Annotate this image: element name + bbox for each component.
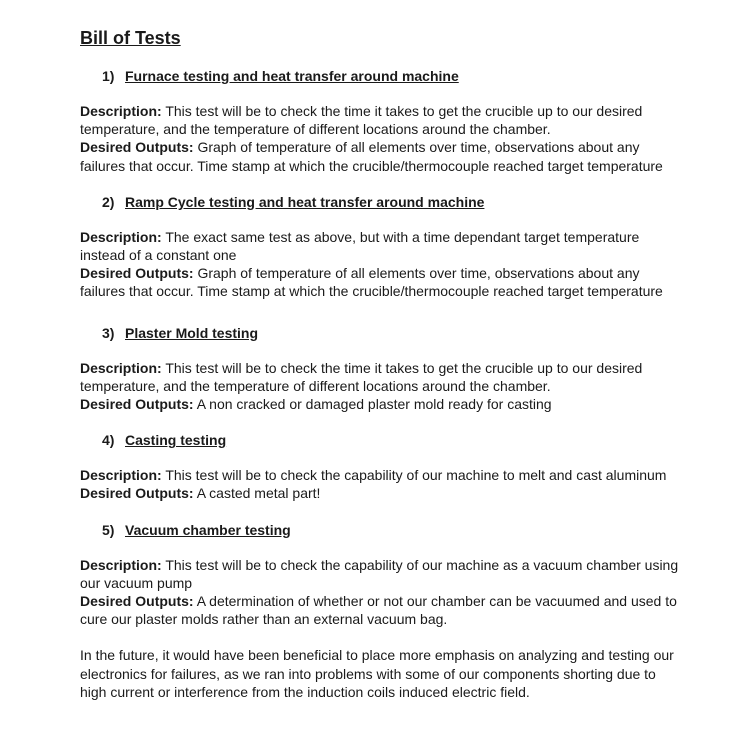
- outputs-text: A determination of whether or not our chamber can be vacuumed and used to cure our plaster molds rather than an external vacuum bag.: [80, 593, 677, 628]
- section-title: Ramp Cycle testing and heat transfer around machine: [125, 193, 485, 210]
- outputs-label: Desired Outputs:: [80, 265, 194, 282]
- section-number: 5): [102, 521, 115, 538]
- section-heading: [102, 193, 680, 211]
- document-title: Bill of Tests: [80, 28, 181, 48]
- section-number: 3): [102, 324, 115, 341]
- document-page: [80, 27, 680, 701]
- section-outputs: [80, 138, 680, 174]
- description-text: This test will be to check the capability of our machine as a vacuum chamber using our vacuum pump: [80, 556, 679, 591]
- description-label: Description:: [80, 103, 162, 119]
- section-description: [80, 228, 680, 264]
- description-label: Description:: [80, 467, 162, 484]
- section-heading: [102, 324, 680, 342]
- section-description: [80, 466, 680, 484]
- section-heading: [102, 67, 680, 85]
- test-section-1: [80, 67, 680, 175]
- outputs-label: Desired Outputs:: [80, 485, 194, 502]
- description-label: Description:: [80, 359, 162, 376]
- section-outputs: [80, 395, 680, 413]
- section-description: [80, 359, 680, 395]
- section-outputs: [80, 484, 680, 502]
- section-number: 4): [102, 432, 115, 449]
- outputs-text: Graph of temperature of all elements over time, observations about any failures that occur. Time stamp at which the crucible/thermocouple reached target temperature: [80, 265, 663, 300]
- test-section-4: [80, 431, 680, 502]
- section-title: Vacuum chamber testing: [125, 521, 291, 538]
- outputs-text: Graph of temperature of all elements over time, observations about any failures that occur. Time stamp at which the crucible/thermocouple reached target temperature: [80, 139, 663, 174]
- description-text: The exact same test as above, but with a time dependant target temperature instead of a constant one: [80, 228, 640, 264]
- section-number: 1): [102, 68, 115, 84]
- outputs-label: Desired Outputs:: [80, 396, 194, 413]
- outputs-label: Desired Outputs:: [80, 593, 194, 610]
- section-description: [80, 556, 680, 592]
- description-text: This test will be to check the time it takes to get the crucible up to our desired temperature, and the temperature of different locations around the chamber.: [80, 103, 643, 138]
- closing-paragraph: In the future, it would have been beneficial to place more emphasis on analyzing and testing our electronics for failures, as we ran into problems with some of our components shorting due to high current or interference from the induction coils induced electric field.: [80, 647, 674, 700]
- test-section-5: [80, 521, 680, 629]
- outputs-text: A non cracked or damaged plaster mold ready for casting: [196, 396, 552, 413]
- section-outputs: [80, 264, 680, 300]
- description-label: Description:: [80, 228, 162, 245]
- outputs-text: A casted metal part!: [196, 485, 321, 502]
- section-heading: [102, 521, 680, 539]
- section-heading: [102, 431, 680, 449]
- description-text: This test will be to check the time it takes to get the crucible up to our desired temperature, and the temperature of different locations around the chamber.: [80, 359, 643, 394]
- description-label: Description:: [80, 556, 162, 573]
- section-title: Furnace testing and heat transfer around machine: [125, 68, 459, 84]
- test-section-3: [80, 324, 680, 414]
- section-number: 2): [102, 193, 115, 210]
- section-title: Plaster Mold testing: [125, 324, 259, 341]
- outputs-label: Desired Outputs:: [80, 139, 194, 156]
- section-outputs: [80, 592, 680, 628]
- description-text: This test will be to check the capability of our machine to melt and cast aluminum: [165, 467, 667, 484]
- test-section-2: [80, 193, 680, 301]
- section-description: [80, 102, 680, 138]
- section-title: Casting testing: [125, 432, 227, 449]
